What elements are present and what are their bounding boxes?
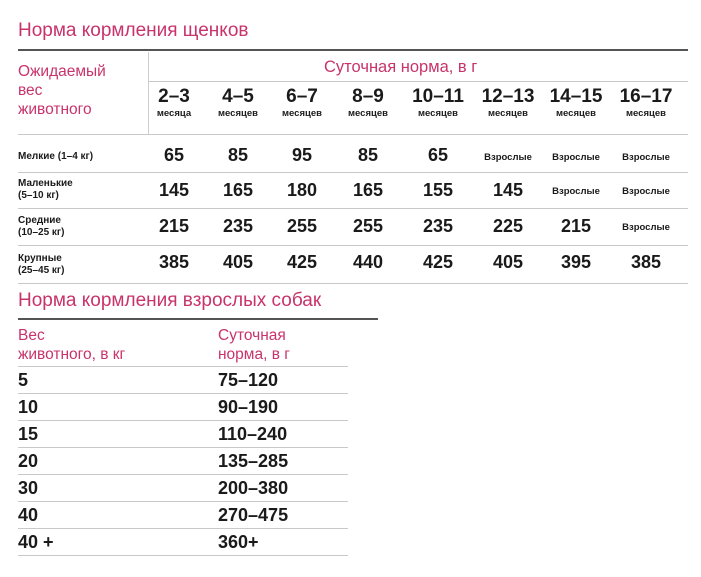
age-unit: месяцев	[626, 108, 666, 119]
age-column-header	[542, 86, 610, 120]
table-cell: Взрослые	[552, 152, 600, 163]
adult-table-title: Норма кормления взрослых собак	[18, 290, 322, 311]
table-cell: 425	[286, 252, 318, 272]
age-column-header	[404, 86, 472, 120]
row-divider	[18, 474, 348, 475]
table-cell: 255	[286, 216, 318, 236]
table-cell: Взрослые	[552, 186, 600, 197]
adult-daily-header	[218, 326, 290, 364]
table-cell: 65	[427, 145, 449, 165]
age-unit: месяцев	[418, 108, 458, 119]
adult-weight: 40	[18, 505, 39, 525]
table-cell: 405	[492, 252, 524, 272]
table-cell: 385	[158, 252, 190, 272]
table-cell: 225	[492, 216, 524, 236]
header-line: животного, в кг	[18, 346, 126, 363]
adult-weight: 20	[18, 451, 39, 471]
age-range: 16–17	[619, 86, 673, 107]
table-cell: Взрослые	[622, 222, 670, 233]
table-cell: 425	[422, 252, 454, 272]
age-range: 14–15	[549, 86, 603, 107]
row-label-medium	[18, 215, 64, 239]
age-range: 2–3	[158, 86, 190, 107]
age-range: 8–9	[352, 86, 384, 107]
puppy-title-rule	[18, 49, 688, 51]
row-label-line: Средние	[18, 215, 61, 226]
table-cell: 255	[352, 216, 384, 236]
age-column-header	[140, 86, 208, 120]
row-divider	[18, 528, 348, 529]
table-cell: 85	[357, 145, 379, 165]
age-unit: месяцев	[348, 108, 388, 119]
row-divider	[18, 366, 348, 367]
table-cell: Взрослые	[622, 186, 670, 197]
row-label-line: (10–25 кг)	[18, 227, 65, 238]
row-divider	[18, 245, 688, 246]
adult-weight: 15	[18, 424, 39, 444]
weight-header-line: Ожидаемый	[18, 63, 106, 80]
row-label-line: (25–45 кг)	[18, 265, 65, 276]
row-label-large	[18, 253, 64, 277]
table-cell: 385	[630, 252, 662, 272]
age-range: 6–7	[286, 86, 318, 107]
adult-weight-header	[18, 326, 125, 364]
row-divider	[18, 283, 688, 284]
row-divider	[18, 172, 688, 173]
age-range: 4–5	[222, 86, 254, 107]
row-divider	[18, 420, 348, 421]
adult-norm: 270–475	[218, 505, 289, 525]
age-column-header	[204, 86, 272, 120]
table-cell: 95	[291, 145, 313, 165]
row-label-mini	[18, 178, 73, 202]
adult-title-rule	[18, 318, 378, 320]
age-column-header	[334, 86, 402, 120]
adult-norm: 75–120	[218, 370, 279, 390]
table-cell: 165	[222, 180, 254, 200]
puppy-weight-header	[18, 62, 146, 119]
adult-norm: 360+	[218, 532, 259, 552]
adult-norm: 135–285	[218, 451, 289, 471]
header-line: Суточная	[218, 327, 286, 344]
age-unit: месяца	[156, 108, 192, 119]
age-unit: месяцев	[282, 108, 322, 119]
row-label-line: Маленькие	[18, 178, 73, 189]
table-cell: Взрослые	[622, 152, 670, 163]
table-cell: 215	[158, 216, 190, 236]
table-cell: 235	[422, 216, 454, 236]
adult-weight: 30	[18, 478, 39, 498]
row-divider	[18, 134, 688, 135]
adult-weight: 10	[18, 397, 39, 417]
puppy-daily-norm-header: Суточная норма, в г	[324, 58, 478, 76]
adult-norm: 110–240	[218, 424, 288, 444]
age-column-header	[474, 86, 542, 120]
table-cell: 440	[352, 252, 384, 272]
row-divider	[18, 501, 348, 502]
table-cell: 85	[227, 145, 249, 165]
row-label-small	[18, 151, 93, 163]
table-cell: 235	[222, 216, 254, 236]
age-unit: месяцев	[488, 108, 528, 119]
row-divider	[18, 447, 348, 448]
row-divider	[18, 393, 348, 394]
adult-weight: 40 +	[18, 532, 54, 552]
table-cell: 405	[222, 252, 254, 272]
puppy-table-title: Норма кормления щенков	[18, 20, 249, 41]
table-cell: 165	[352, 180, 384, 200]
table-cell: 215	[560, 216, 592, 236]
age-range: 12–13	[481, 86, 535, 107]
row-divider	[18, 208, 688, 209]
header-line: норма, в г	[218, 346, 290, 363]
daily-header-rule	[148, 81, 688, 82]
age-column-header	[612, 86, 680, 120]
age-range: 10–11	[412, 86, 464, 107]
row-label-line: Крупные	[18, 253, 62, 264]
table-cell: 395	[560, 252, 592, 272]
age-column-header	[268, 86, 336, 120]
table-cell: 155	[422, 180, 454, 200]
table-cell: 65	[163, 145, 185, 165]
table-cell: Взрослые	[484, 152, 532, 163]
header-line: Вес	[18, 327, 45, 344]
row-label-line: Мелкие (1–4 кг)	[18, 151, 94, 162]
adult-norm: 200–380	[218, 478, 289, 498]
table-cell: 180	[286, 180, 318, 200]
weight-header-line: животного	[18, 101, 92, 118]
adult-weight: 5	[18, 370, 29, 390]
row-label-line: (5–10 кг)	[18, 190, 59, 201]
age-unit: месяцев	[556, 108, 596, 119]
adult-norm: 90–190	[218, 397, 279, 417]
weight-header-line: вес	[18, 82, 43, 99]
row-divider	[18, 555, 348, 556]
table-cell: 145	[492, 180, 524, 200]
table-cell: 145	[158, 180, 190, 200]
age-unit: месяцев	[218, 108, 258, 119]
